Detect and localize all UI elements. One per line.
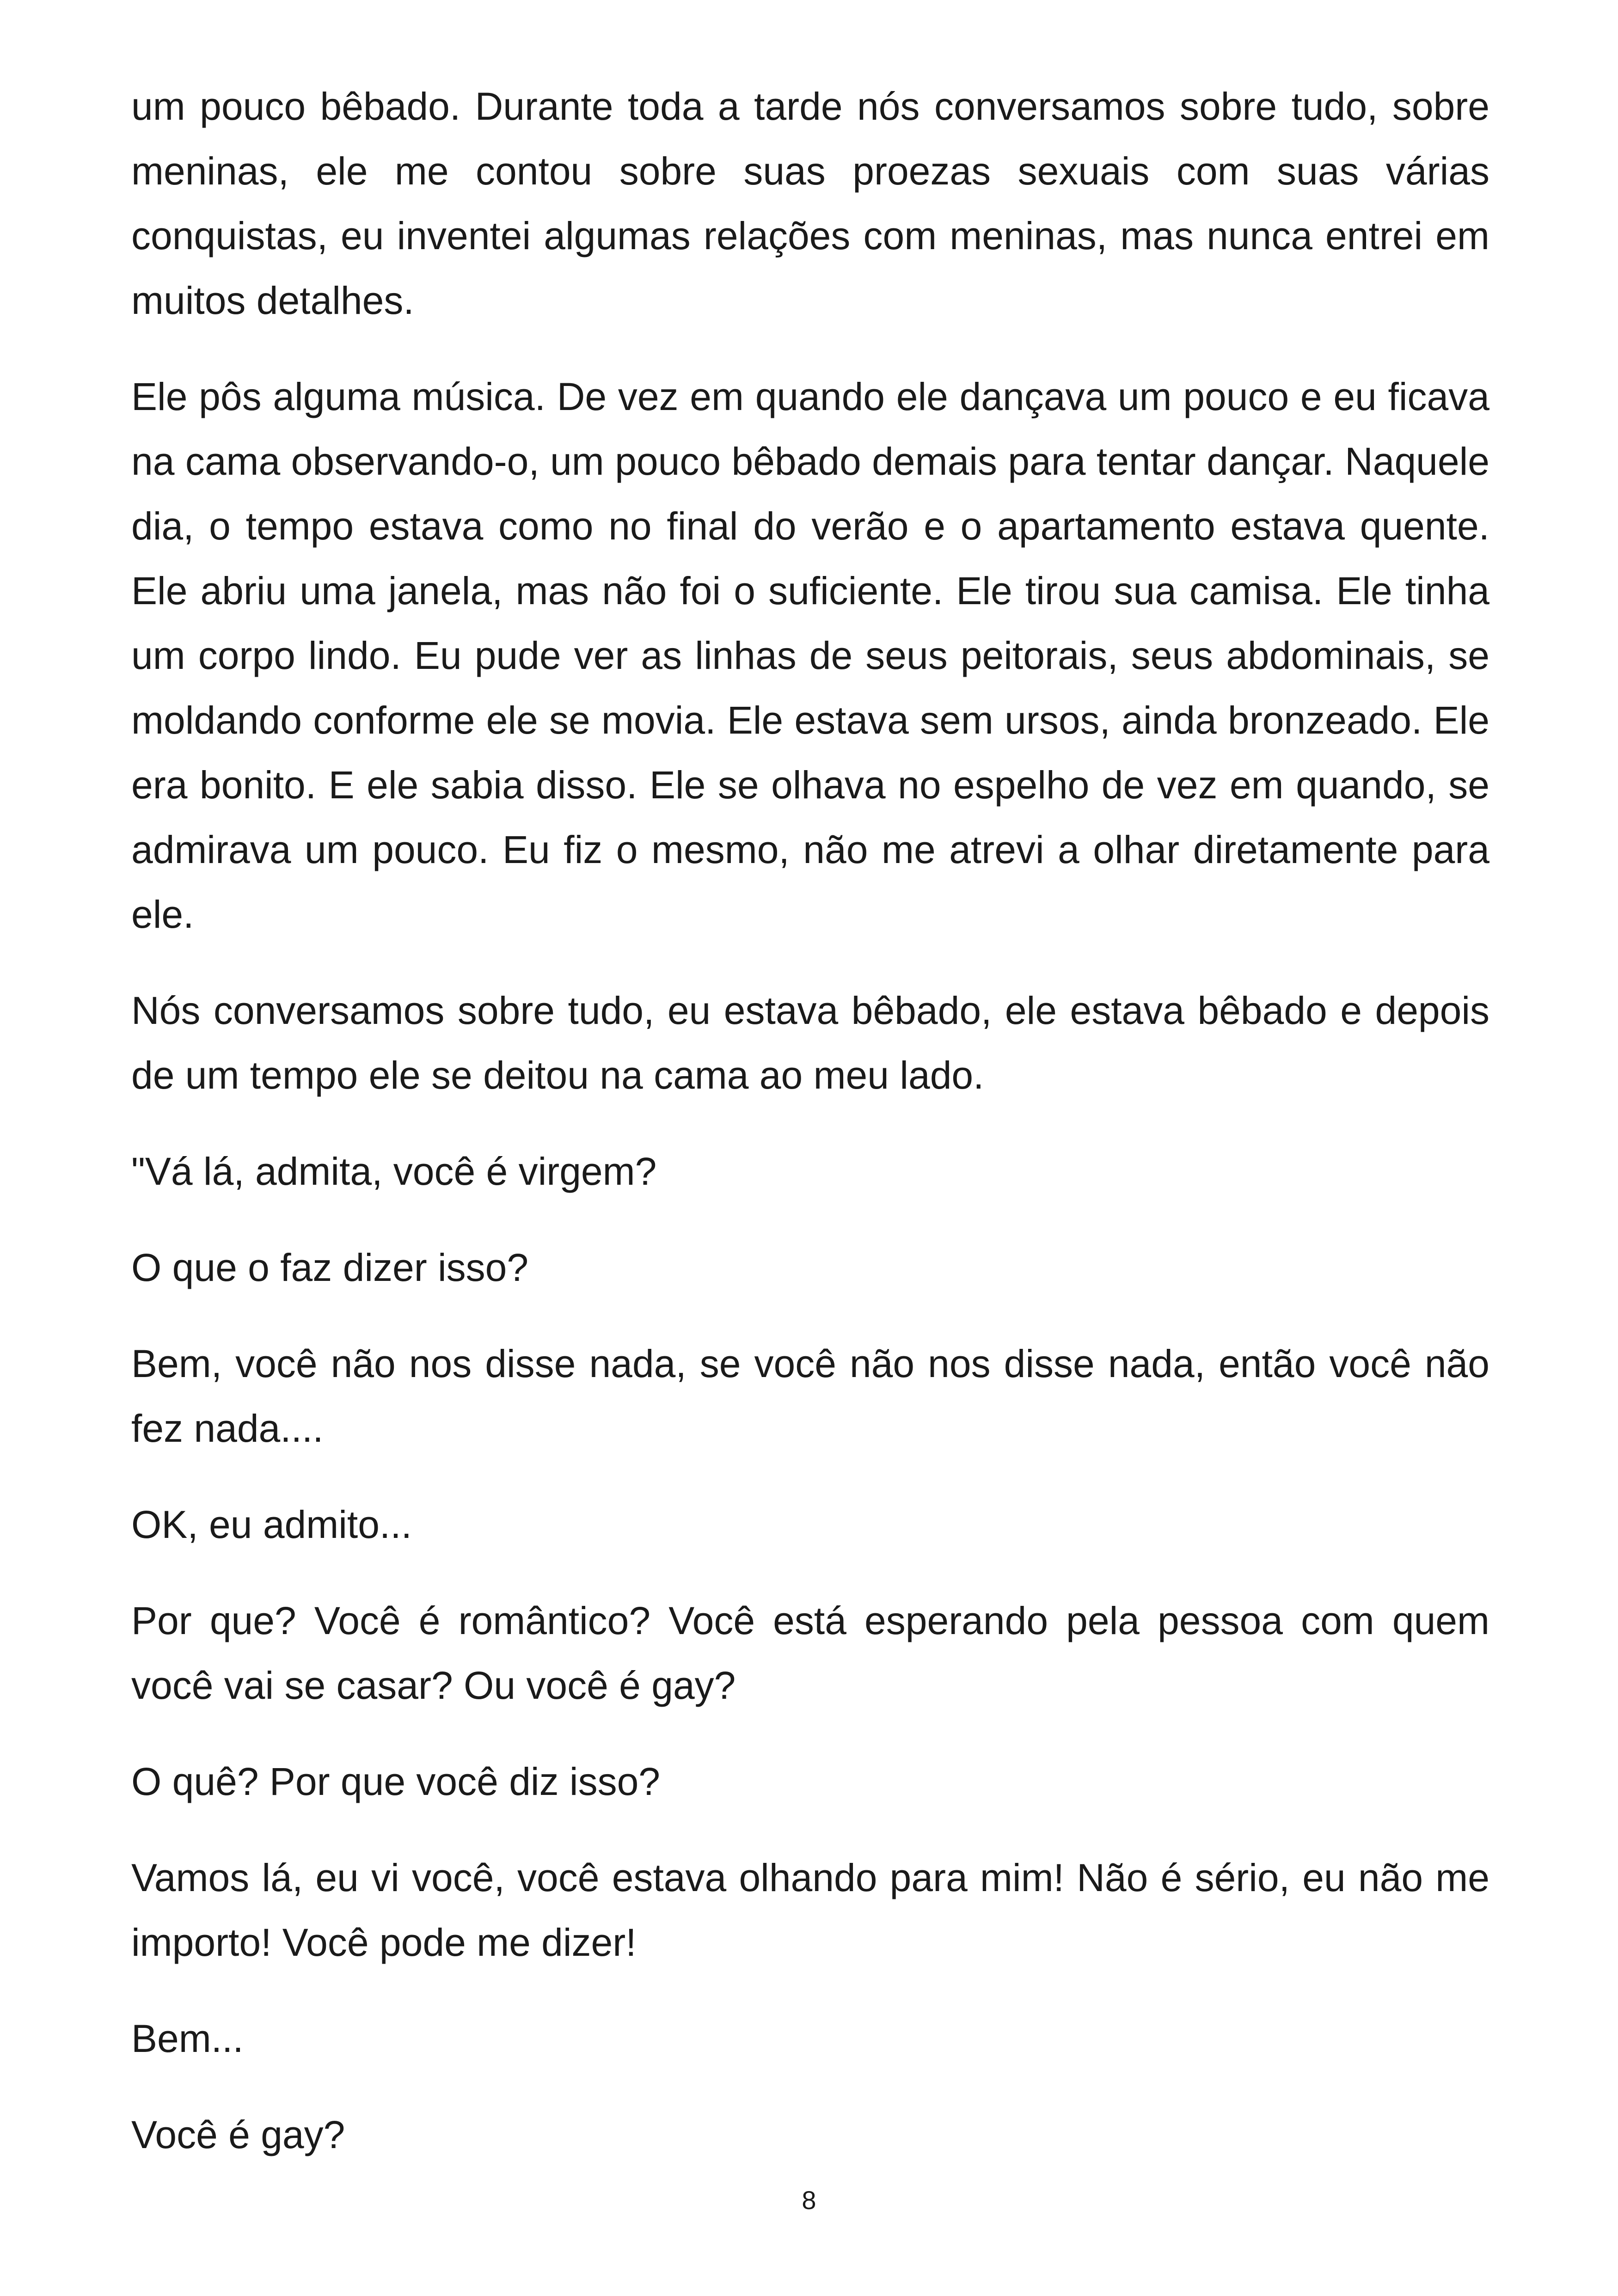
paragraph-12: Você é gay? — [131, 2113, 345, 2156]
paragraph-9: O quê? Por que você diz isso? — [131, 1760, 661, 1803]
paragraph-7: OK, eu admito... — [131, 1503, 412, 1546]
paragraph-8: Por que? Você é romântico? Você está esperando pela pessoa com quem você vai se casar? Ou você é gay? — [131, 1599, 1489, 1707]
paragraph-10: Vamos lá, eu vi você, você estava olhando para mim! Não é sério, eu não me importo! Você pode me dizer! — [131, 1856, 1489, 1964]
paragraph-4: "Vá lá, admita, você é virgem? — [131, 1150, 657, 1193]
paragraph-2: Ele pôs alguma música. De vez em quando ele dançava um pouco e eu ficava na cama observando-o, um pouco bêbado demais para tentar dançar. Naquele dia, o tempo estava como no final do verão e o apartamento estava quente. Ele abriu uma janela, mas não foi o suficiente. Ele tirou sua camisa. Ele tinha um corpo lindo. Eu pude ver as linhas de seus peitorais, seus abdominais, se moldando conforme ele se movia. Ele estava sem ursos, ainda bronzeado. Ele era bonito. E ele sabia disso. Ele se olhava no espelho de vez em quando, se admirava um pouco. Eu fiz o mesmo, não me atrevi a olhar diretamente para ele. — [131, 375, 1489, 936]
page-number: 8 — [802, 2186, 816, 2215]
paragraph-11: Bem... — [131, 2017, 244, 2060]
paragraph-3: Nós conversamos sobre tudo, eu estava bêbado, ele estava bêbado e depois de um tempo ele se deitou na cama ao meu lado. — [131, 989, 1489, 1097]
paragraph-5: O que o faz dizer isso? — [131, 1246, 529, 1289]
paragraph-6: Bem, você não nos disse nada, se você não nos disse nada, então você não fez nada.... — [131, 1342, 1489, 1450]
paragraph-1: um pouco bêbado. Durante toda a tarde nós conversamos sobre tudo, sobre meninas, ele me contou sobre suas proezas sexuais com suas várias conquistas, eu inventei algumas relações com meninas, mas nunca entrei em muitos detalhes. — [131, 85, 1489, 322]
text-body — [131, 74, 1489, 2198]
